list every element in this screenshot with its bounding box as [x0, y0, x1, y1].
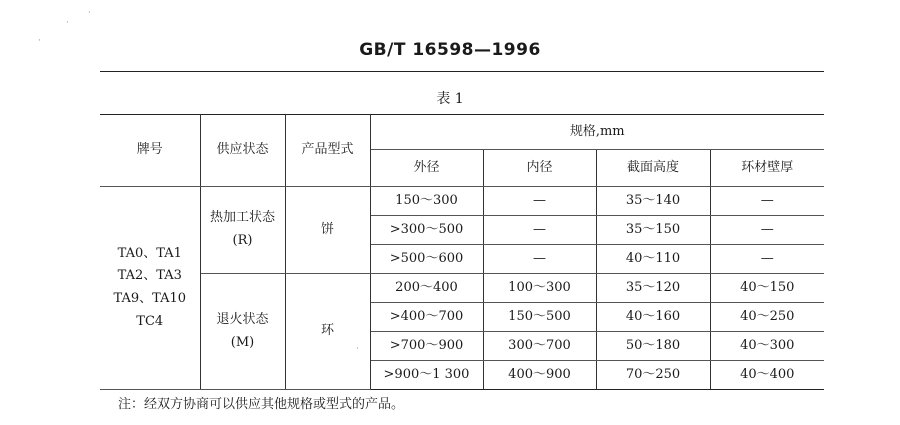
inner-diameter-cell: 300～700 — [483, 332, 596, 361]
outer-diameter-cell: >500～600 — [370, 245, 483, 274]
inner-diameter-cell: — — [483, 187, 596, 216]
product-form-cell: 饼 — [285, 187, 370, 274]
grade-line: TA9、TA10 — [113, 291, 186, 306]
header-row — [100, 115, 824, 150]
supply-state-cell — [200, 274, 285, 390]
supply-state-code: (R) — [232, 233, 253, 248]
header-rule — [100, 71, 824, 72]
scan-speck: · — [38, 36, 41, 46]
inner-diameter-cell: 100～300 — [483, 274, 596, 303]
ring-wall-thickness-cell: — — [710, 216, 824, 245]
section-height-cell: 70～250 — [596, 361, 710, 390]
section-height-cell: 50～180 — [596, 332, 710, 361]
inner-diameter-cell: — — [483, 216, 596, 245]
section-height-cell: 35～120 — [596, 274, 710, 303]
ring-wall-thickness-cell: — — [710, 187, 824, 216]
supply-state-label: 退火状态 — [216, 311, 269, 327]
scan-speck: · — [356, 344, 359, 354]
section-height-cell: 40～110 — [596, 245, 710, 274]
outer-diameter-cell: >300～500 — [370, 216, 483, 245]
supply-state-code: (M) — [230, 334, 255, 350]
ring-wall-thickness-cell: 40～400 — [710, 361, 824, 390]
grade-line: TA0、TA1 — [117, 245, 182, 261]
inner-diameter-cell: 150～500 — [483, 303, 596, 332]
specification-table — [100, 114, 824, 390]
table-row — [100, 187, 824, 216]
ring-wall-thickness-cell: 40～300 — [710, 332, 824, 361]
ring-wall-thickness-cell: — — [710, 245, 824, 274]
outer-diameter-cell: 150～300 — [370, 187, 483, 216]
supply-state-header: 供应状态 — [200, 115, 285, 187]
inner-diameter-header: 内径 — [483, 150, 596, 187]
outer-diameter-cell: >400～700 — [370, 303, 483, 332]
section-height-cell: 35～140 — [596, 187, 710, 216]
outer-diameter-cell: >900～1 300 — [370, 361, 483, 390]
grade-header: 牌号 — [100, 115, 200, 187]
outer-diameter-cell: 200～400 — [370, 274, 483, 303]
section-height-header: 截面高度 — [596, 150, 710, 187]
outer-diameter-header: 外径 — [370, 150, 483, 187]
product-form-cell: 环 — [285, 274, 370, 390]
scan-speck: · — [88, 8, 91, 18]
spec-group-header: 规格,mm — [370, 115, 824, 150]
table-footnote: 注：经双方协商可以供应其他规格或型式的产品。 — [118, 397, 405, 412]
scan-speck: · — [66, 18, 69, 28]
product-form-header: 产品型式 — [285, 115, 370, 187]
table-caption: 表 1 — [436, 91, 464, 107]
grade-line: TA2、TA3 — [117, 268, 182, 284]
ring-wall-thickness-cell: 40～250 — [710, 303, 824, 332]
supply-state-cell — [200, 187, 285, 274]
outer-diameter-cell: >700～900 — [370, 332, 483, 361]
standard-number: GB/T 16598—1996 — [359, 40, 541, 60]
inner-diameter-cell: — — [483, 245, 596, 274]
supply-state-label: 热加工状态 — [209, 210, 275, 226]
table-row — [100, 274, 824, 303]
section-height-cell: 40～160 — [596, 303, 710, 332]
section-height-cell: 35～150 — [596, 216, 710, 245]
ring-wall-thickness-header: 环材壁厚 — [710, 150, 824, 187]
grade-cell — [100, 187, 200, 390]
ring-wall-thickness-cell: 40～150 — [710, 274, 824, 303]
grade-line: TC4 — [136, 313, 164, 329]
inner-diameter-cell: 400～900 — [483, 361, 596, 390]
